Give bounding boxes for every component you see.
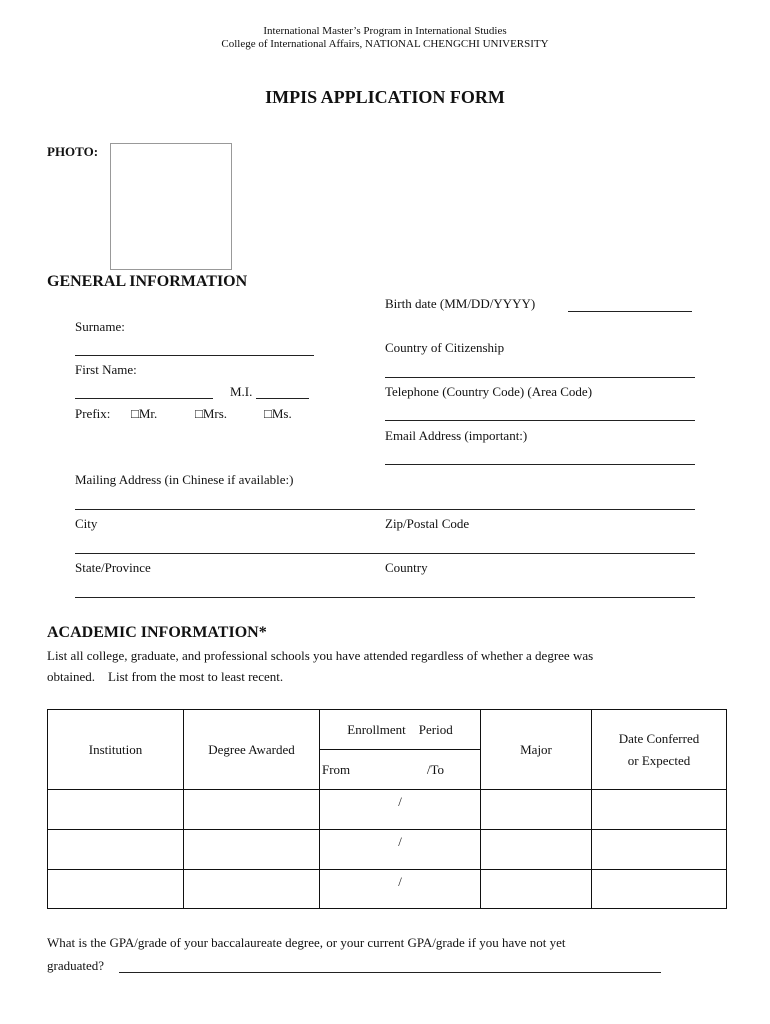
degree-cell[interactable] — [184, 790, 320, 830]
college-name: College of International Affairs, NATIONAL CHENGCHI UNIVERSITY — [221, 38, 549, 50]
email-field[interactable] — [385, 464, 695, 465]
city-zip-field[interactable] — [75, 553, 695, 554]
state-label: State/Province — [75, 560, 151, 575]
col-to: /To — [426, 761, 444, 777]
col-date-conferred — [592, 710, 727, 790]
photo-label: PHOTO: — [47, 144, 99, 159]
birth-date-field[interactable] — [568, 311, 692, 312]
period-cell[interactable]: / — [320, 790, 481, 830]
academic-intro-line2: obtained. List from the most to least recent. — [47, 669, 284, 684]
date-cell[interactable] — [592, 830, 727, 870]
program-name: International Master’s Program in International Studies — [263, 25, 507, 37]
institution-cell[interactable] — [48, 790, 184, 830]
prefix-mr-checkbox[interactable]: □Mr. — [131, 406, 158, 421]
table-row — [48, 870, 727, 909]
prefix-mrs-checkbox[interactable]: □Mrs. — [195, 406, 228, 421]
photo-box[interactable] — [110, 143, 232, 270]
col-degree: Degree Awarded — [184, 710, 320, 790]
first-name-field[interactable] — [75, 398, 213, 399]
citizenship-label: Country of Citizenship — [385, 340, 505, 355]
surname-field[interactable] — [75, 355, 314, 356]
citizenship-field[interactable] — [385, 377, 695, 378]
general-info-heading: GENERAL INFORMATION — [47, 273, 248, 290]
date-cell[interactable] — [592, 790, 727, 830]
mi-field[interactable] — [256, 398, 309, 399]
state-country-field[interactable] — [75, 597, 695, 598]
date-cell[interactable] — [592, 870, 727, 909]
col-date-conferred-line1: Date Conferred — [618, 730, 700, 746]
table-row — [48, 830, 727, 870]
degree-cell[interactable] — [184, 830, 320, 870]
telephone-label: Telephone (Country Code) (Area Code) — [385, 384, 593, 399]
mailing-address-field[interactable] — [75, 509, 695, 510]
major-cell[interactable] — [481, 790, 592, 830]
academic-intro-line1: List all college, graduate, and professional schools you have attended regardless of whether a degree was — [47, 648, 594, 663]
col-major: Major — [481, 710, 592, 790]
country-label: Country — [385, 560, 428, 575]
gpa-question-line2: graduated? — [47, 958, 105, 973]
gpa-question-line1: What is the GPA/grade of your baccalaureate degree, or your current GPA/grade if you have not yet — [47, 935, 566, 950]
degree-cell[interactable] — [184, 870, 320, 909]
form-title: IMPIS APPLICATION FORM — [265, 87, 505, 107]
academic-info-heading: ACADEMIC INFORMATION* — [47, 624, 267, 641]
city-label: City — [75, 516, 98, 531]
period-cell[interactable]: / — [320, 830, 481, 870]
first-name-label: First Name: — [75, 362, 137, 377]
major-cell[interactable] — [481, 830, 592, 870]
surname-label: Surname: — [75, 319, 125, 334]
birth-date-label: Birth date (MM/DD/YYYY) — [385, 296, 536, 311]
period-cell[interactable]: / — [320, 870, 481, 909]
table-row — [48, 790, 727, 830]
col-from-to — [320, 750, 481, 790]
email-label: Email Address (important:) — [385, 428, 528, 443]
col-from: From — [322, 761, 351, 777]
zip-label: Zip/Postal Code — [385, 516, 470, 531]
major-cell[interactable] — [481, 870, 592, 909]
institution-cell[interactable] — [48, 870, 184, 909]
academic-table — [47, 709, 727, 909]
col-enrollment-period: Enrollment Period — [320, 710, 481, 750]
gpa-field[interactable] — [119, 972, 661, 973]
institution-cell[interactable] — [48, 830, 184, 870]
prefix-ms-checkbox[interactable]: □Ms. — [264, 406, 292, 421]
mi-label: M.I. — [230, 384, 253, 399]
telephone-field[interactable] — [385, 420, 695, 421]
prefix-label: Prefix: — [75, 406, 111, 421]
mailing-address-label: Mailing Address (in Chinese if available:) — [75, 472, 294, 487]
col-date-conferred-line2: or Expected — [627, 752, 691, 768]
col-institution: Institution — [48, 710, 184, 790]
